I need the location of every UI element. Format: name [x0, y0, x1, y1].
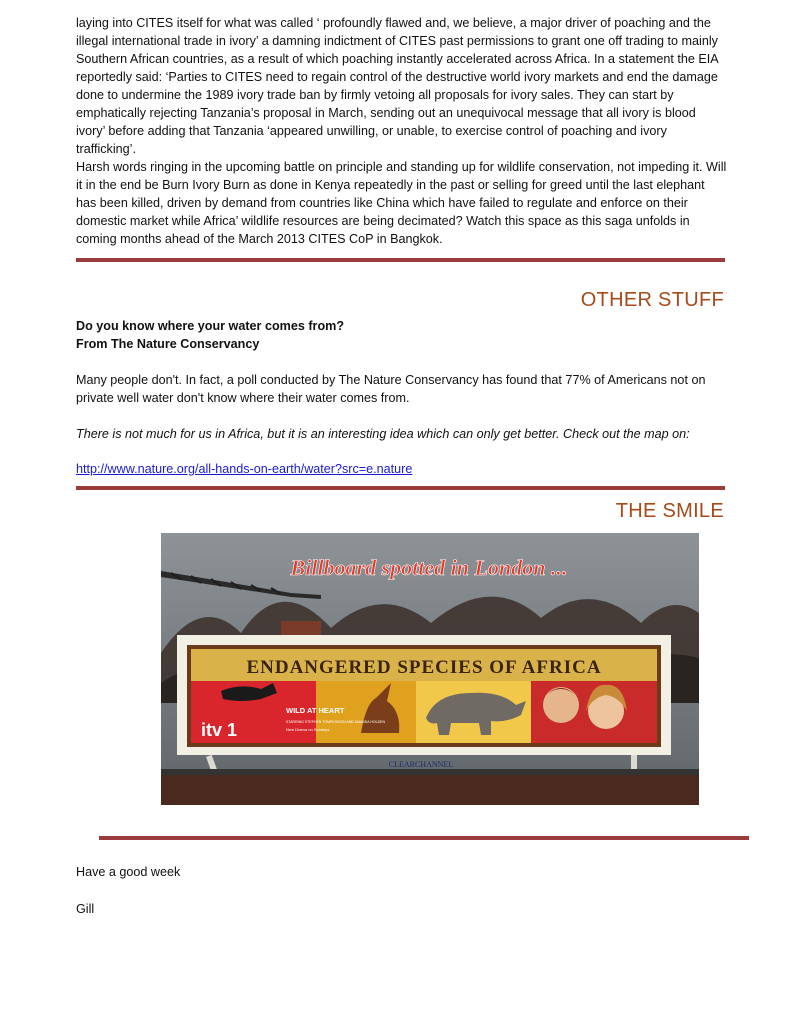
signoff-greeting: Have a good week — [76, 865, 181, 879]
water-source: From The Nature Conservancy — [76, 337, 260, 351]
billboard-banner: ENDANGERED SPECIES OF AFRICA — [246, 657, 602, 678]
article-paragraph-2: Harsh words ringing in the upcoming battle on principle and standing up for wildlife conservation, not impeding it. Will it in the end be Burn Ivory Burn as done in Kenya repeatedly in the past or selling for greed until the last elephant has been killed, driven by demand from countries like China which have failed to regulate and enforce on their domestic market while Africa’ wildlife resources are being decimated? Watch this space as this saga unfolds in coming months ahead of the March 2013 CITES CoP in Bangkok. — [76, 160, 727, 246]
show-credits: STARRING STEPHEN TOMPKINSON AND AMANDA HOLDEN — [286, 720, 385, 724]
show-slot: New Drama on Sundays — [286, 727, 330, 732]
the-smile-heading: THE SMILE — [615, 500, 724, 522]
water-question: Do you know where your water comes from? — [76, 319, 345, 333]
signoff-name: Gill — [76, 902, 95, 916]
show-title: WILD AT HEART — [286, 706, 345, 715]
section-divider — [76, 486, 725, 490]
other-stuff-heading: OTHER STUFF — [580, 289, 724, 311]
section-divider — [76, 258, 725, 262]
water-body: Many people don't. In fact, a poll conducted by The Nature Conservancy has found that 77% of Americans not on private well water don't know where their water comes from. — [76, 373, 706, 405]
billboard-photo — [161, 533, 699, 805]
billboard-footer-brand: CLEARCHANNEL — [388, 760, 454, 769]
water-map-link[interactable]: http://www.nature.org/all-hands-on-earth/water?src=e.nature — [76, 462, 413, 476]
itv-logo: itv 1 — [200, 720, 238, 740]
water-note: There is not much for us in Africa, but it is an interesting idea which can only get better. Check out the map on: — [76, 427, 690, 441]
article-paragraph-1: laying into CITES itself for what was called ‘ profoundly flawed and, we believe, a major driver of poaching and the illegal international trade in ivory’ a damning indictment of CITES past permissions to grant one off trading to mainly Southern African countries, as a result of which poaching instantly accelerated across Africa. In a statement the EIA reportedly said: ‘Parties to CITES need to regain control of the destructive world ivory markets and end the damage done to undermine the 1989 ivory trade ban by firmly vetoing all proposals for ivory sales. They can start by emphatically rejecting Tanzania’s proposal in March, sending out an unequivocal message that all ivory is blood ivory’ before adding that Tanzania ‘appeared unwilling, or unable, to exercise control of poaching and ivory trafficking’. — [76, 16, 718, 156]
billboard-caption: Billboard spotted in London ... — [290, 555, 568, 580]
section-divider — [99, 836, 749, 840]
